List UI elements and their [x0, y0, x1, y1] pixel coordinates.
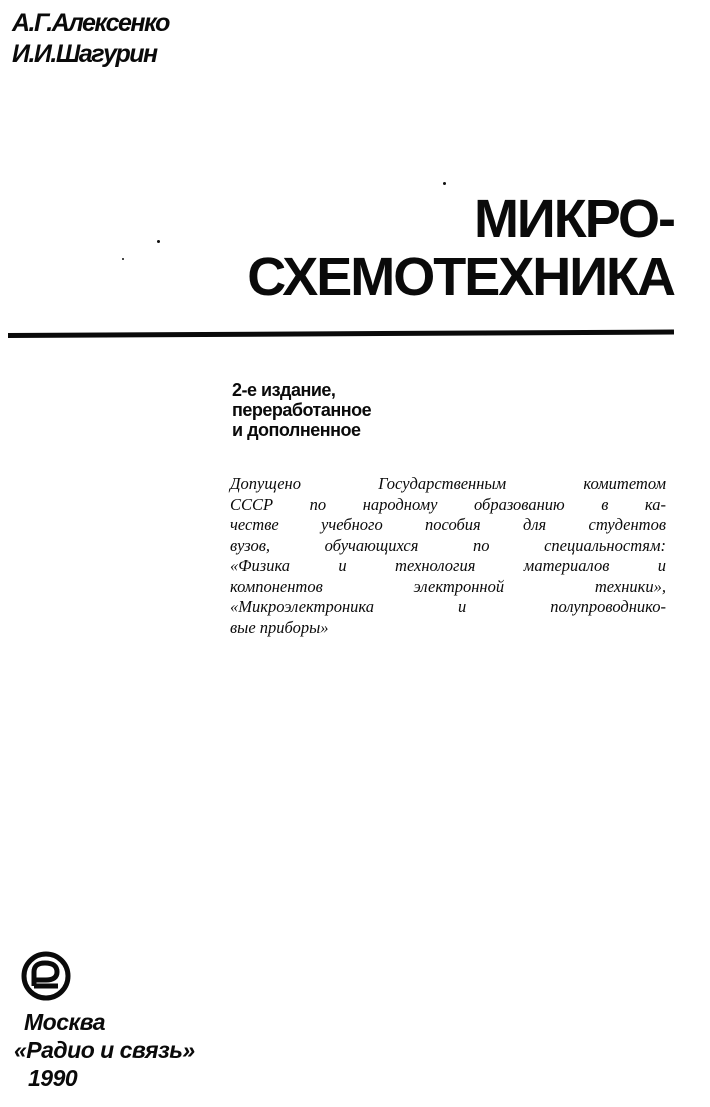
approval-line: вые приборы» [230, 617, 329, 637]
approval-line: СССР по народному образованию в ка- [230, 494, 666, 514]
edition-line: и дополненное [232, 420, 361, 440]
approval-line: честве учебного пособия для студентов [230, 515, 666, 534]
publisher-city: Москва [24, 1009, 106, 1035]
print-speck [443, 182, 446, 185]
publication-year: 1990 [28, 1065, 78, 1091]
authors-block [12, 8, 169, 70]
title-line: МИКРО- [473, 189, 674, 249]
print-speck [122, 258, 124, 260]
title-rule [8, 330, 674, 338]
approval-line: Допущено Государственным комитетом [230, 474, 666, 493]
author-name: А.Г.Алексенко [12, 9, 169, 37]
print-speck [157, 240, 160, 243]
approval-line: вузов, обучающихся по специальностям: [230, 535, 666, 555]
edition-line: переработанное [232, 400, 372, 420]
approval-line: «Микроэлектроника и полупроводнико- [230, 597, 666, 616]
approval-line: «Физика и технология материалов и [230, 556, 666, 575]
ministry-approval-note [230, 474, 666, 638]
publisher-block [14, 1008, 195, 1092]
publisher-logo-icon [20, 950, 72, 1002]
publisher-name: «Радио и связь» [14, 1037, 195, 1063]
author-name: И.И.Шагурин [12, 40, 157, 68]
edition-line: 2-е издание, [232, 380, 336, 400]
edition-info [232, 380, 371, 440]
book-title [247, 190, 674, 306]
title-line: СХЕМОТЕХНИКА [247, 247, 674, 307]
approval-line: компонентов электронной техники», [230, 576, 666, 596]
